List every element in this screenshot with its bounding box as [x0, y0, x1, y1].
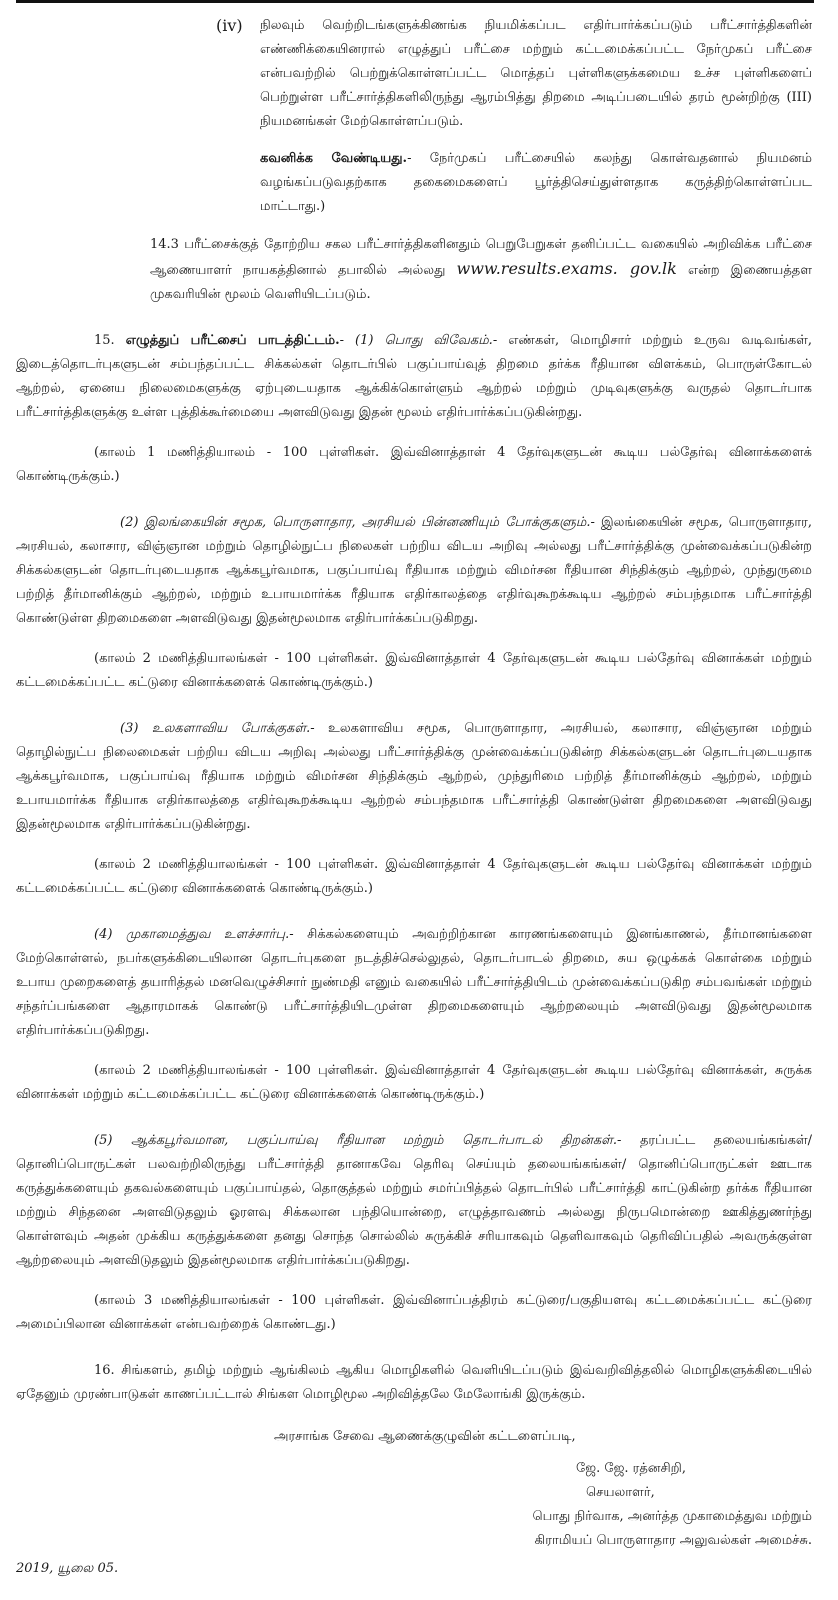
clause-15-number: 15. [94, 333, 115, 348]
clause-iv [216, 14, 812, 219]
signatory-ministry-line-2: கிராமியப் பொருளாதார அலுவல்கள் அமைச்சு. [534, 1533, 812, 1548]
part-3-label: (3) உலகளாவிய போக்குகள். [120, 721, 311, 736]
clause-15-title: எழுத்துப் பரீட்சைப் பாடத்திட்டம். [125, 333, 340, 348]
part-3-text: - உலகளாவிய சமூக, பொருளாதார, அரசியல், கலாசார, விஞ்ஞான மற்றும் தொழில்நுட்ப நிலைமைகள் பற்றிய விடய அறிவு அல்லது பரீட்சார்த்திக்கு முன்வைக்கப்படுகின்ற சிக்கல்களுடன் தொடர்புடையதாக ஆக்கபூர்வமாக, பகுப்பாய்வு ரீதியாக மற்றும் விமர்சன சிந்திக்கும் ஆற்றல், முந்துரிமை பற்றித் தீர்மானிக்கும் ஆற்றல், மற்றும் உபாயமார்க்க ரீதியாக எதிர்காலத்தை எதிர்வுகூறக்கூடிய ஆற்றல் சம்பந்தமாக பரீட்சார்த்தி கொண்டுள்ள திறமைகளை அளவிடுவது இதன்மூலமாக எதிர்பார்க்கப்படுகின்றது. [16, 721, 812, 832]
caution-heading: கவனிக்க வேண்டியது. [260, 151, 408, 166]
part-2-time: (காலம் 2 மணித்தியாலங்கள் - 100 புள்ளிகள். இவ்வினாத்தாள் 4 தேர்வுகளுடன் கூடிய பல்தேர்வு வினாக்கள் மற்றும் கட்டமைக்கப்பட்ட கட்டுரை வினாக்களைக் கொண்டிருக்கும்.) [16, 651, 812, 690]
part-4-time: (காலம் 2 மணித்தியாலங்கள் - 100 புள்ளிகள். இவ்வினாத்தாள் 4 தேர்வுகளுடன் கூடிய பல்தேர்வு வினாக்கள், சுருக்க வினாக்கள் மற்றும் கட்டமைக்கப்பட்ட கட்டுரை வினாக்களைக் கொண்டிருக்கும்.) [16, 1063, 812, 1102]
signature-order: அரசாங்க சேவை ஆணைக்குழுவின் கட்டளைப்படி, [274, 1429, 576, 1444]
part-2-label: (2) இலங்கையின் சமூக, பொருளாதார, அரசியல் பின்னணியும் போக்குகளும். [120, 515, 591, 530]
part-5-text: - தரப்பட்ட தலையங்கங்கள்/ தொனிப்பொருட்கள் பலவற்றிலிருந்து பரீட்சார்த்தி தானாகவே தெரிவு செய்யும் தலையங்கங்கள்/ தொனிப்பொருட்கள் ஊடாக கருத்துக்களையும் தகவல்களையும் பகுப்பாய்தல், தொகுத்தல் மற்றும் சமர்ப்பித்தல் தொடர்பில் பரீட்சார்த்தி காட்டுகின்ற தர்க்க ரீதியான மற்றும் சிந்தனை அளவிடுதலும் ஓரளவு சிக்கலான பந்தியொன்றை, எழுத்தாவணம் அல்லது நிருபமொன்றை ஊகித்துணர்ந்து கொள்ளவும் அதன் முக்கிய கருத்துக்களை தனது சொந்த சொல்லில் சுருக்கிச் சரியாகவும் தெளிவாகவும் தெரிவிப்பதில் அவருக்குள்ள ஆற்றலையும் அளவிடுதலும் இதன்மூலமாக எதிர்பார்க்கப்படுகிறது. [16, 1133, 812, 1268]
clause-iv-label: (iv) [216, 16, 243, 35]
clause-15-part-1 [16, 329, 812, 425]
part-1-text: - எண்கள், மொழிசார் மற்றும் உருவ வடிவங்கள், இடைத்தொடர்புகளுடன் சம்பந்தப்பட்ட சிக்கல்கள் தொடர்பில் பகுப்பாய்வுத் திறமை தர்க்க ரீதியான விளக்கம், பொருள்கோடல் ஆற்றல், ஏனைய நிலைமைகளுக்கு ஏற்புடையதாக ஆக்கிக்கொள்ளும் ஆற்றல் மற்றும் முடிவுகளுக்கு வருதல் தொடர்பாக பரீட்சார்த்திகளுக்கு உள்ள புத்திக்கூர்மையை அளவிடுவது இதன் மூலம் எதிர்பார்க்கப்படுகின்றது. [16, 333, 812, 420]
clause-15-part-5 [16, 1129, 812, 1273]
clause-15-part-4 [16, 923, 812, 1043]
results-url: www.results.exams. gov.lk [456, 259, 677, 278]
clause-iv-text: நிலவும் வெற்றிடங்களுக்கிணங்க நியமிக்கப்பட எதிர்பார்க்கப்படும் பரீட்சார்த்திகளின் எண்ணிக்கையினரால் எழுத்துப் பரீட்சை மற்றும் கட்டமைக்கப்பட்ட நேர்முகப் பரீட்சை என்பவற்றில் பெற்றுக்கொள்ளப்பட்ட மொத்தப் புள்ளிகளுக்கமைய உச்ச புள்ளிகளைப் பெற்றுள்ள பரீட்சார்த்திகளிலிருந்து ஆரம்பித்து திறமை அடிப்படையில் தரம் மூன்றிற்கு (III) நியமனங்கள் மேற்கொள்ளப்படும். [260, 18, 812, 129]
top-rule [16, 0, 814, 3]
signatory-name: ஜே. ஜே. ரத்னசிறி, [576, 1461, 686, 1476]
signature-block [16, 1425, 812, 1581]
clause-14-3 [150, 233, 812, 307]
signature-date: 2019, யூலை 05. [16, 1561, 119, 1576]
part-1-label: - (1) பொது விவேகம். [339, 333, 493, 348]
document-page [16, 14, 812, 1581]
clause-15-part-2 [16, 511, 812, 631]
part-2-text: - இலங்கையின் சமூக, பொருளாதார, அரசியல், கலாசார, விஞ்ஞான மற்றும் தொழில்நுட்ப நிலைகள் பற்றிய விடய அறிவு அல்லது பரீட்சார்த்திக்கு முன்வைக்கப்படுகின்ற சிக்கல்களுடன் தொடர்புடையதாக ஆக்கபூர்வமாக, பகுப்பாய்வு ரீதியாக மற்றும் விமர்சன ரீதியான சிந்திக்கும் ஆற்றல், முந்துருமை பற்றித் தீர்மானிக்கும் ஆற்றல், மற்றும் உபாயமார்க்க ரீதியாக எதிர்காலத்தை எதிர்வுகூறக்கூடிய ஆற்றல் சம்பந்தமாக பரீட்சார்த்தி கொண்டுள்ள திறமைகளை அளவிடுவது இதன்மூலமாக எதிர்பார்க்கப்படுகிறது. [16, 515, 812, 626]
caution-note [260, 147, 812, 219]
clause-16: 16. சிங்களம், தமிழ் மற்றும் ஆங்கிலம் ஆகிய மொழிகளில் வெளியிடப்படும் இவ்வறிவித்தலில் மொழிகளுக்கிடையில் ஏதேனும் முரண்பாடுகள் காணப்பட்டால் சிங்கள மொழிமூல அறிவித்தலே மேலோங்கி இருக்கும். [16, 1363, 812, 1402]
part-5-time: (காலம் 3 மணித்தியாலங்கள் - 100 புள்ளிகள். இவ்வினாப்பத்திரம் கட்டுரை/பகுதியளவு கட்டமைக்கப்பட்ட கட்டுரை அமைப்பிலான வினாக்கள் என்பவற்றைக் கொண்டது.) [16, 1293, 812, 1332]
signatory-ministry-line-1: பொது நிர்வாக, அனர்த்த முகாமைத்துவ மற்றும் [532, 1509, 812, 1524]
signatory-designation: செயலாளர், [586, 1485, 655, 1500]
clause-14-3-after: என்ற இணையத்தள முகவரியின் மூலம் வெளியிடப்படும். [150, 263, 812, 302]
part-1-time: (காலம் 1 மணித்தியாலம் - 100 புள்ளிகள். இவ்வினாத்தாள் 4 தேர்வுகளுடன் கூடிய பல்தேர்வு வினாக்களைக் கொண்டிருக்கும்.) [16, 445, 812, 484]
clause-14-3-text: 14.3 பரீட்சைக்குத் தோற்றிய சகல பரீட்சார்த்திகளினதும் பெறுபேறுகள் தனிப்பட்ட வகையில் அறிவிக்க பரீட்சை ஆணையாளர் நாயகத்தினால் தபாலில் அல்லது [150, 237, 812, 278]
part-4-text: - சிக்கல்களையும் அவற்றிற்கான காரணங்களையும் இனங்காணல், தீர்மானங்களை மேற்கொள்ளல், நபர்களுக்கிடையிலான தொடர்புகளை நடத்திச்செல்லுதல், தொடர்பாடல் திறமை, சுய ஒழுக்கக் கொள்கை மற்றும் உபாய முறைகளைத் தயாரித்தல் மனவெழுச்சிசார் நுண்மதி எனும் வகையில் பரீட்சார்த்தியிடம் முன்வைக்கப்படுகிற சம்பவங்கள் மற்றும் சந்தர்ப்பங்களை ஆதாரமாகக் கொண்டு பரீட்சார்த்தியிடமுள்ள திறமைகளையும் ஆற்றலையும் அளவிடுவது இதன்மூலமாக எதிர்பார்க்கப்படுகிறது. [16, 927, 812, 1038]
part-5-label: (5) ஆக்கபூர்வமான, பகுப்பாய்வு ரீதியான மற்றும் தொடர்பாடல் திறன்கள். [94, 1133, 617, 1148]
clause-15-part-3 [16, 717, 812, 837]
caution-text: - நேர்முகப் பரீட்சையில் கலந்து கொள்வதனால் நியமனம் வழங்கப்படுவதற்காக தகைமைகளைப் பூர்த்திசெய்துள்ளதாக கருத்திற்கொள்ளப்பட மாட்டாது.) [260, 151, 812, 214]
part-3-time: (காலம் 2 மணித்தியாலங்கள் - 100 புள்ளிகள். இவ்வினாத்தாள் 4 தேர்வுகளுடன் கூடிய பல்தேர்வு வினாக்கள் மற்றும் கட்டமைக்கப்பட்ட கட்டுரை வினாக்களைக் கொண்டிருக்கும்.) [16, 857, 812, 896]
part-4-label: (4) முகாமைத்துவ உளச்சார்பு. [94, 927, 290, 942]
